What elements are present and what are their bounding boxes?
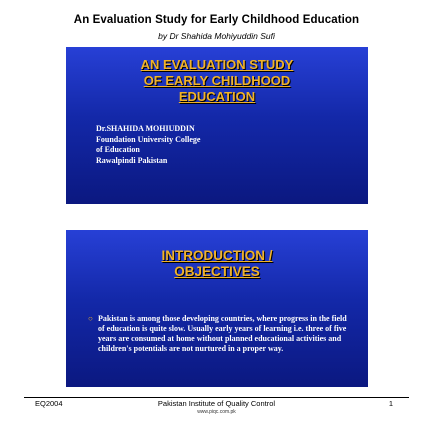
slide-2-bullet bbox=[88, 314, 350, 354]
slide-1-title-line: OF EARLY CHILDHOOD bbox=[143, 73, 291, 88]
author-line: of Education bbox=[96, 145, 140, 154]
slide-1-title-line: AN EVALUATION STUDY bbox=[140, 57, 294, 72]
slide-2-title-line: INTRODUCTION / bbox=[161, 248, 273, 263]
footer-code: EQ2004 bbox=[35, 399, 63, 408]
footer-organization: Pakistan Institute of Quality Control bbox=[157, 399, 276, 408]
bullet-text: Pakistan is among those developing countries, where progress in the field of education is quite slow. Usually early years of learning i.e. three of five years are consumed at home without planned educational activities and children's potentials are not nurtured in a proper way. bbox=[98, 314, 347, 353]
page-number: 1 bbox=[388, 399, 393, 408]
footer-url[interactable]: www.piqc.com.pk bbox=[197, 409, 236, 415]
slide-2-title bbox=[66, 248, 368, 280]
slide-1-title bbox=[66, 57, 368, 105]
author-line: Rawalpindi Pakistan bbox=[96, 155, 168, 165]
author-line: Foundation University College bbox=[96, 134, 201, 144]
footer-divider bbox=[24, 397, 409, 398]
author-line: Dr.SHAHIDA MOHIUDDIN bbox=[96, 124, 195, 133]
bullet-icon: ○ bbox=[88, 314, 93, 323]
slide-1-author-block bbox=[96, 124, 200, 166]
slide-1-title-line: EDUCATION bbox=[178, 89, 256, 104]
slide-1 bbox=[66, 47, 368, 204]
document-title: An Evaluation Study for Early Childhood Education bbox=[73, 14, 360, 26]
document-author: by Dr Shahida Mohiyuddin Sufi bbox=[158, 31, 275, 41]
slide-2 bbox=[66, 230, 368, 387]
slide-2-title-line: OBJECTIVES bbox=[174, 264, 260, 279]
